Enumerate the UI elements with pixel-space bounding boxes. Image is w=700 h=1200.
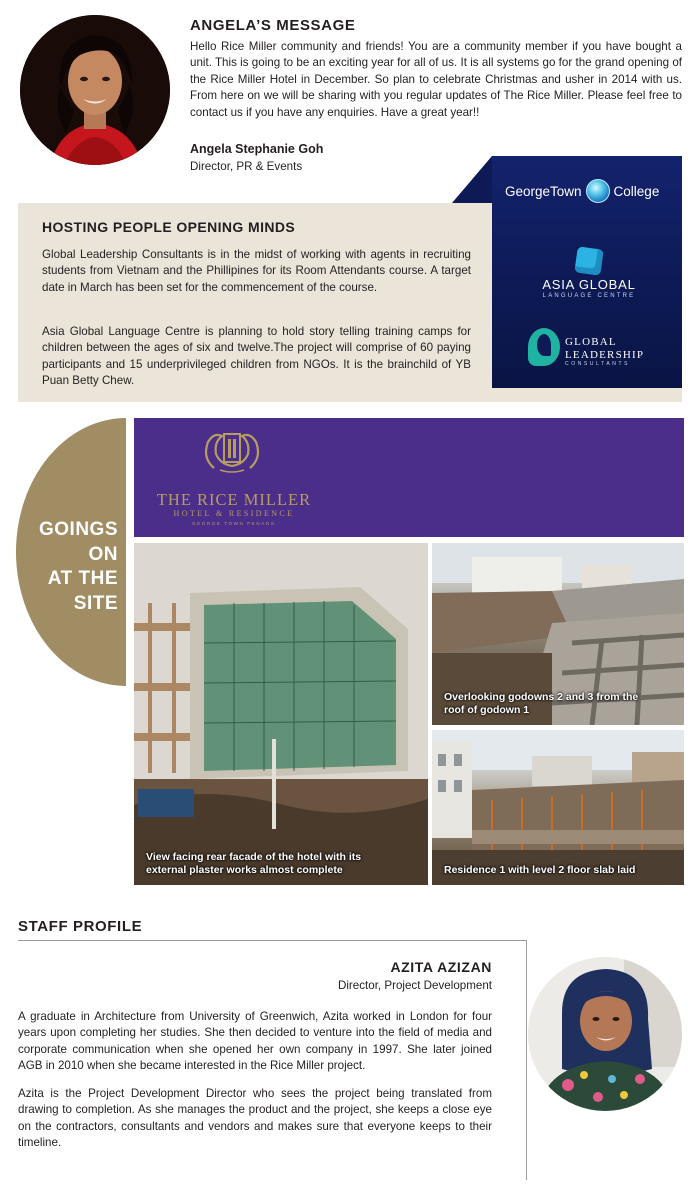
site-heading [22, 518, 118, 616]
global-leadership-logo-sub: CONSULTANTS [565, 361, 631, 367]
global-leadership-logo [528, 322, 658, 368]
global-leadership-logo-line: GLOBAL [565, 336, 617, 348]
rice-miller-logo-location: GEORGE TOWN PENANG [192, 521, 276, 526]
angela-message-body: Hello Rice Miller community and friends! You are a community member if you have bought a unit. This is going to be an exciting year for all of us. It is all systems go for the grand opening of the Rice Miller Hotel in December. So plan to celebrate Christmas and usher in 2014 with us. From here on we will be sharing with you regular updates of The Rice Miller. Please feel free to contact us if you have any enquiries. Have a great year!! [190, 40, 682, 119]
site-heading-line: SITE [73, 592, 118, 614]
staff-bio-paragraph: Azita is the Project Development Director who sees the project being translated from drawing to completion. As she manages the product and the project, she keeps a close eye on the contractors, consultants and vendors and makes sure that everyone keeps to their timeline. [18, 1087, 492, 1150]
site-heading-line: AT THE [47, 568, 118, 589]
site-photo-caption: Residence 1 with level 2 floor slab laid [444, 864, 636, 876]
hosting-paragraph: Global Leadership Consultants is in the midst of working with agents in recruiting students from Vietnam and the Phillipines for its Room Attendants course. A target date in March has been set for the commencement of the course. [42, 248, 471, 294]
staff-name: AZITA AZIZAN [390, 959, 492, 975]
logo-panel-tab [452, 156, 492, 203]
azita-portrait [528, 957, 682, 1111]
georgetown-college-logo-text: College [613, 183, 660, 199]
hosting-heading: HOSTING PEOPLE OPENING MINDS [42, 219, 296, 235]
asia-global-logo-sub: LANGUAGE CENTRE [542, 293, 636, 299]
asia-global-logo [530, 248, 648, 299]
global-leadership-logo-line: LEADERSHIP [565, 349, 645, 361]
angela-signature-name: Angela Stephanie Goh [190, 142, 324, 156]
rice-miller-logo [154, 428, 314, 528]
rice-miller-logo-sub: HOTEL & RESIDENCE [173, 509, 295, 518]
rice-miller-emblem-icon [200, 428, 264, 474]
asia-global-mark-icon [574, 246, 603, 275]
staff-profile-divider-vertical [526, 940, 527, 1180]
angela-message-heading: ANGELA’S MESSAGE [190, 17, 356, 34]
global-leadership-mark-inner [537, 334, 551, 356]
asia-global-logo-name: ASIA GLOBAL [542, 277, 636, 292]
staff-profile-heading: STAFF PROFILE [18, 918, 143, 935]
globe-icon [586, 179, 610, 203]
staff-bio-paragraph: A graduate in Architecture from University of Greenwich, Azita worked in London for four years upon completing her studies. She then decided to venture into the field of media and corporate communication when she opened her own company in 1997. She later joined AGB in 2010 when she became interested in the Rice Miller project. [18, 1010, 492, 1073]
rice-miller-logo-name: THE RICE MILLER [156, 490, 312, 509]
georgetown-college-logo [505, 176, 659, 206]
site-heading-line: GOINGS [38, 519, 118, 540]
georgetown-college-logo-text: GeorgeTown [505, 183, 582, 199]
site-photo-residence [432, 730, 684, 885]
staff-profile-divider [18, 940, 526, 941]
global-leadership-logo-name [565, 336, 644, 362]
site-heading-line: ON [88, 543, 118, 565]
hosting-paragraph: Asia Global Language Centre is planning to hold story telling training camps for children between the ages of six and twelve.The project will comprise of 60 paying participants and 15 underprivileged children from NGOs. It is the brainchild of YB Puan Betty Chew. [42, 325, 471, 388]
site-photo-caption: View facing rear facade of the hotel with its external plaster works almost complete [146, 851, 362, 876]
angela-portrait [20, 15, 170, 165]
site-photo-rear-facade [134, 543, 428, 885]
site-photo-caption: Overlooking godowns 2 and 3 from the roof of godown 1 [444, 691, 639, 716]
angela-signature-role: Director, PR & Events [190, 160, 303, 173]
staff-role: Director, Project Development [337, 979, 492, 992]
